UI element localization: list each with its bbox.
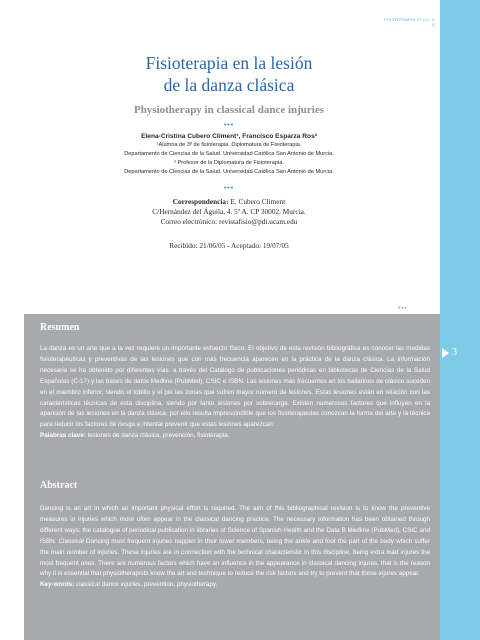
abstract-box — [24, 314, 440, 640]
correspondence-line — [24, 197, 434, 207]
affiliation-line: Departamento de Ciencias de la Salud. Universidad Católica San Antonio de Murcia. — [124, 151, 334, 157]
correspondence-label: Correspondencia: — [172, 197, 229, 206]
running-head: FISIOTERAPIA 27 (1): 3-11 — [384, 17, 436, 27]
resumen-heading: Resumen — [40, 322, 80, 333]
abstract-keywords-text: classical dance injuries, prevention, physiotherapy. — [76, 581, 218, 589]
correspondence-address: C/Hernández del Águila, 4. 5º A. CP 30002. Murcia. — [152, 207, 306, 216]
affiliation-line: ¹Alumna de 3º de fisioterapia. Diplomatura de Fisioterapia. — [156, 142, 302, 148]
title-spanish-line1: Fisioterapia en la lesión — [145, 53, 313, 73]
divider-dots: ••• — [223, 185, 235, 192]
affiliation-line: ² Profesor de la Diplomatura de Fisioterapia. — [174, 160, 284, 166]
abstract-heading: Abstract — [40, 480, 78, 491]
abstract-keywords — [40, 580, 430, 591]
resumen-body: La danza es un arte que a la vez requiere un importante esfuerzo físico. El objetivo de esta revisión bibliográfica es conocer las medidas fisioterapéuticas y preventivas de las lesiones que con más frecuencia aparecen en la práctica de la danza clásica. La información necesaria se ha obtenido por diferentes vías: a través del Catálogo de publicaciones periódicas en bibliotecas de Ciencias de la Salud Españolas (C-17) y las bases de datos Medline (PubMed), CSIC e ISBN. Las lesiones más frecuentes en los bailarines de clásico suceden en el miembro inferior, siendo el tobillo y el pie las zonas que sufren mayor número de lesiones. Estas lesiones están en relación con las características técnicas de esta disciplina, siendo por tanto lesiones por sobrecarga. Existen numerosos factores que influyen en la aparición de las lesiones en la danza clásica, por ello resulta imprescindible que los fisioterapeutas conozcan la forma del arte y la técnica para reducir los factores de riesgo e intentar prevenir que estas lesiones aparezcan. — [40, 345, 430, 429]
received-accepted-dates: Recibido: 21/06/05 - Aceptado: 19/07/05 — [169, 241, 289, 250]
triangle-arrow-icon — [442, 348, 449, 358]
correspondence-name: E. Cubero Climent — [230, 197, 286, 206]
correspondence-email: Correo electrónico: revistafisio@pdi.ucam.edu — [160, 217, 298, 226]
author-names: Elena-Cristina Cubero Climent¹, Francisco Esparza Ros² — [141, 133, 317, 140]
title-spanish — [24, 52, 434, 96]
abstract-section — [40, 504, 430, 591]
page-marker — [442, 347, 457, 358]
resumen-keywords-label: Palabras clave: — [40, 432, 86, 440]
affiliation-line: Departamento de Ciencias de la Salud. Universidad Católica San Antonio de Murcia. — [124, 169, 334, 175]
resumen-keywords — [40, 431, 430, 442]
title-english: Physiotherapy in classical dance injuries — [133, 104, 325, 116]
abstract-keywords-label: Key-words: — [40, 581, 75, 589]
page-number: 3 — [452, 347, 457, 358]
side-color-band — [440, 0, 480, 640]
box-dots: ••• — [398, 306, 408, 312]
resumen-section — [40, 344, 430, 442]
resumen-keywords-text: lesiones de danza clásica, prevención, fisioterapia. — [87, 432, 230, 440]
abstract-body: Dancing is an art in which an important physical effort is required. The aim of this bibliographical revision is to know the preventive measures in injuries which more often appear in the classical dancing practice. The necessary information has been obtained through different ways: the catalogue of periodical publication in libraries of Science of Spanish Health and the Data B Medline (PubMed), CSIC and ISBN. Classical Dancing most frequent injuries happen in their lower members, being the ankle and foot the part of the body which suffer the main number of injuries. These injuries are in connection with the technical characteristic in this discipline, being extra load injures the most frequent ones. There are numerous factors which have an influence in the appearance in classical dancing injures, that is the reason why it is essential that physiotherapists know the art and technique to reduce the risk factors and try to prevent that these injures appear. — [40, 505, 430, 578]
divider-dots: ••• — [223, 122, 235, 129]
title-block — [24, 52, 434, 250]
title-spanish-line2: de la danza clásica — [163, 75, 295, 95]
